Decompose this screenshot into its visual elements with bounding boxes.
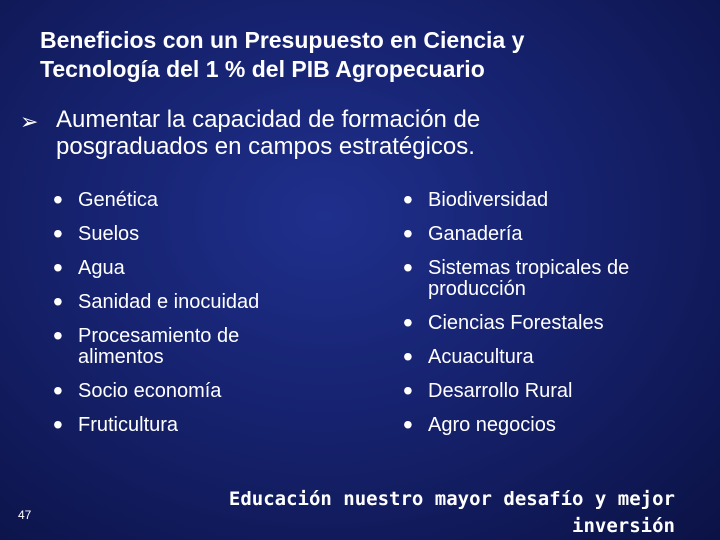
main-bullet [20,106,700,160]
list-item-label: Ganadería [428,223,523,245]
list-item [400,307,700,338]
list-item [50,286,340,317]
slide-number: 47 [18,508,32,522]
slide-title [40,26,700,84]
slide-title-line-1: Beneficios con un Presupuesto en Ciencia y [40,27,525,53]
slide-title-line-2: Tecnología del 1 % del PIB Agropecuario [40,56,485,82]
list-item-label: Fruticultura [78,414,179,436]
list-item [400,184,700,215]
list-item [400,375,700,406]
list-item-label: Suelos [78,223,140,245]
list-item-label: Socio economía [78,380,222,402]
arrow-bullet-icon: ➢ [20,109,39,134]
bullet-dot-icon: • [403,375,413,406]
list-item [50,320,340,368]
bullet-dot-icon: • [53,320,63,351]
left-bullet-list [50,184,340,449]
bullet-dot-icon: • [403,409,413,440]
bullet-dot-icon: • [53,252,63,283]
list-item [50,375,340,406]
bullet-dot-icon: • [53,409,63,440]
list-item [400,218,700,249]
list-item-label: Desarrollo Rural [428,380,573,402]
list-item-label: Sanidad e inocuidad [78,291,260,313]
bullet-dot-icon: • [403,252,413,283]
main-bullet-line-1: Aumentar la capacidad de formación de [56,106,481,133]
tagline-line-1: Educación nuestro mayor desafío y mejor [228,488,675,510]
right-bullet-list [400,184,700,449]
bullet-dot-icon: • [403,307,413,338]
list-item-label: Genética [78,189,159,211]
list-item-label: Ciencias Forestales [428,312,604,334]
bullet-dot-icon: • [53,375,63,406]
list-item-label: Sistemas tropicales de producción [428,257,630,300]
list-item [400,341,700,372]
bullet-dot-icon: • [403,341,413,372]
tagline [75,486,675,540]
tagline-line-2: inversión [572,515,675,537]
list-item [50,218,340,249]
list-item-label: Biodiversidad [428,189,549,211]
list-item-label: Agro negocios [428,414,556,436]
list-item [50,409,340,440]
list-item [400,252,700,300]
list-item [50,184,340,215]
list-item [50,252,340,283]
main-bullet-line-2: posgraduados en campos estratégicos. [56,133,475,160]
list-item [400,409,700,440]
list-item-label: Agua [78,257,125,279]
bullet-dot-icon: • [53,286,63,317]
bullet-dot-icon: • [53,184,63,215]
bullet-dot-icon: • [403,184,413,215]
list-item-label: Acuacultura [428,346,534,368]
list-item-label: Procesamiento de alimentos [78,325,240,368]
bullet-dot-icon: • [403,218,413,249]
bullet-dot-icon: • [53,218,63,249]
